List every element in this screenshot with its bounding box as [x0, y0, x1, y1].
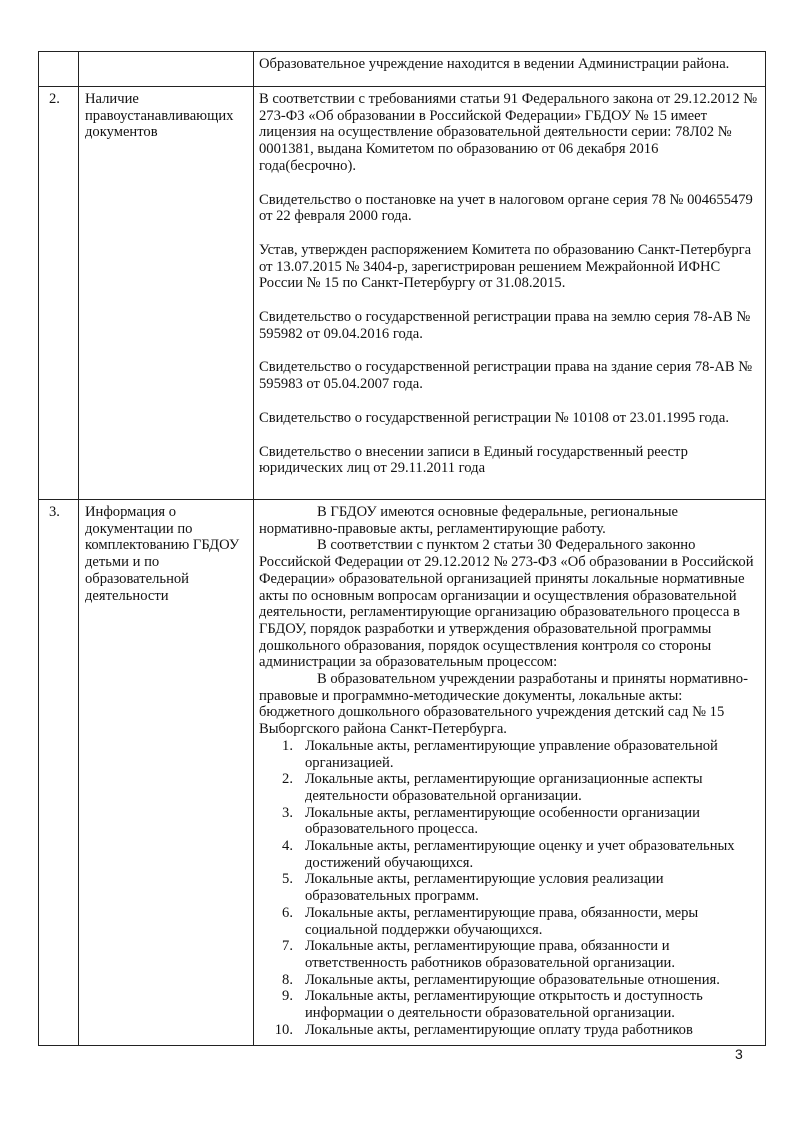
list-item-number: 4. — [282, 838, 293, 855]
row-label-cell: Информация о документации по комплектованию ГБДОУ детьми и по образовательной деятельности — [79, 500, 254, 1046]
list-item-text: Локальные акты, регламентирующие оплату труда работников — [305, 1021, 693, 1038]
row-label-cell: Наличие правоустанавливающих документов — [79, 87, 254, 500]
local-acts-list — [259, 738, 759, 1039]
list-item-number: 10. — [274, 1021, 293, 1038]
list-item-number: 3. — [282, 804, 293, 821]
list-item-text: Локальные акты, регламентирующие права, обязанности и ответственность работников образовательной организации. — [305, 938, 676, 971]
list-item — [259, 938, 759, 971]
list-item — [259, 771, 759, 804]
table-row — [39, 500, 766, 1046]
row-content-cell — [254, 52, 766, 87]
paragraph: Свидетельство о государственной регистрации права на здание серия 78-АВ № 595983 от 05.04.2007 года. — [259, 359, 753, 393]
list-item-number: 7. — [282, 938, 293, 955]
document-table — [38, 51, 766, 1046]
list-item-number: 5. — [282, 871, 293, 888]
list-item — [259, 838, 759, 871]
page-number: 3 — [735, 1046, 743, 1062]
list-item-text: Локальные акты, регламентирующие права, обязанности, меры социальной поддержки обучающихся. — [305, 904, 699, 938]
paragraph: В соответствии с требованиями статьи 91 Федерального закона от 29.12.2012 № 273-ФЗ «Об образовании в Российской Федерации» ГБДОУ № 15 имеет лицензия на осуществление образовательной деятельности серии: 78Л02 № 0001381, выдана Комитетом по образованию от 06 декабря 2016 года(бесрочно). — [259, 91, 758, 174]
paragraph: Свидетельство о государственной регистрации № 10108 от 23.01.1995 года. — [259, 409, 729, 426]
list-item-number: 8. — [282, 971, 293, 988]
row-content-cell — [254, 87, 766, 500]
row-number-cell: 2. — [39, 87, 79, 500]
paragraph: Свидетельство о постановке на учет в налоговом органе серия 78 № 004655479 от 22 февраля 2000 года. — [259, 191, 753, 225]
list-item — [259, 805, 759, 838]
list-item-text: Локальные акты, регламентирующие образовательные отношения. — [305, 971, 720, 988]
paragraph: Свидетельство о государственной регистрации права на землю серия 78-АВ № 595982 от 09.04.2016 года. — [259, 309, 751, 342]
list-item-text: Локальные акты, регламентирующие условия реализации образовательных программ. — [305, 871, 664, 905]
row-number-cell — [39, 52, 79, 87]
paragraph: В соответствии с пунктом 2 статьи 30 Федерального законно Российской Федерации от 29.12.2012 № 273-ФЗ «Об образовании в Российской Федерации» образовательной организацией приняты локальные нормативные акты по основным вопросам организации и осуществления образовательной деятельности, регламентирующие организацию образовательного процесса в ГБДОУ, порядок разработки и утверждения образовательной программы дошкольного образования, порядок осуществления контроля со стороны администрации за образовательным процессом: — [259, 537, 754, 671]
table-row — [39, 87, 766, 500]
paragraph: В образовательном учреждении разработаны и приняты нормативно-правовые и программно-методические документы, локальные акты: бюджетного дошкольного образовательного учреждения детский сад № 15 Выборгского района Санкт-Петербурга. — [259, 671, 748, 738]
list-item — [259, 972, 759, 989]
paragraph: В ГБДОУ имеются основные федеральные, региональные нормативно-правовые акты, регламентирующие работу. — [259, 504, 678, 537]
list-item-number: 1. — [282, 737, 293, 754]
list-item-text: Локальные акты, регламентирующие особенности организации образовательного процесса. — [305, 804, 700, 838]
list-item — [259, 871, 759, 904]
list-item-number: 2. — [282, 771, 293, 788]
paragraph: Свидетельство о внесении записи в Единый государственный реестр юридических лиц от 29.11.2011 года — [259, 443, 688, 477]
list-item — [259, 1022, 759, 1039]
list-item-text: Локальные акты, регламентирующие организационные аспекты деятельности образовательной организации. — [305, 771, 703, 804]
list-item-text: Локальные акты, регламентирующие открытость и доступность информации о деятельности образовательной организации. — [305, 988, 703, 1022]
row-number-cell: 3. — [39, 500, 79, 1046]
row-label-cell — [79, 52, 254, 87]
list-item — [259, 988, 759, 1021]
list-item-number: 6. — [282, 904, 293, 921]
list-item — [259, 905, 759, 938]
row-content-cell — [254, 500, 766, 1046]
list-item-number: 9. — [282, 988, 293, 1005]
list-item — [259, 738, 759, 771]
paragraph: Устав, утвержден распоряжением Комитета по образованию Санкт-Петербурга от 13.07.2015 № 3404-р, зарегистрирован решением Межрайонной ИФНС России № 15 по Санкт-Петербургу от 31.08.2015. — [259, 241, 752, 292]
list-item-text: Локальные акты, регламентирующие оценку и учет образовательных достижений обучающихся. — [305, 838, 735, 871]
list-item-text: Локальные акты, регламентирующие управление образовательной организацией. — [305, 737, 718, 771]
table-row — [39, 52, 766, 87]
paragraph: Образовательное учреждение находится в ведении Администрации района. — [259, 56, 730, 72]
